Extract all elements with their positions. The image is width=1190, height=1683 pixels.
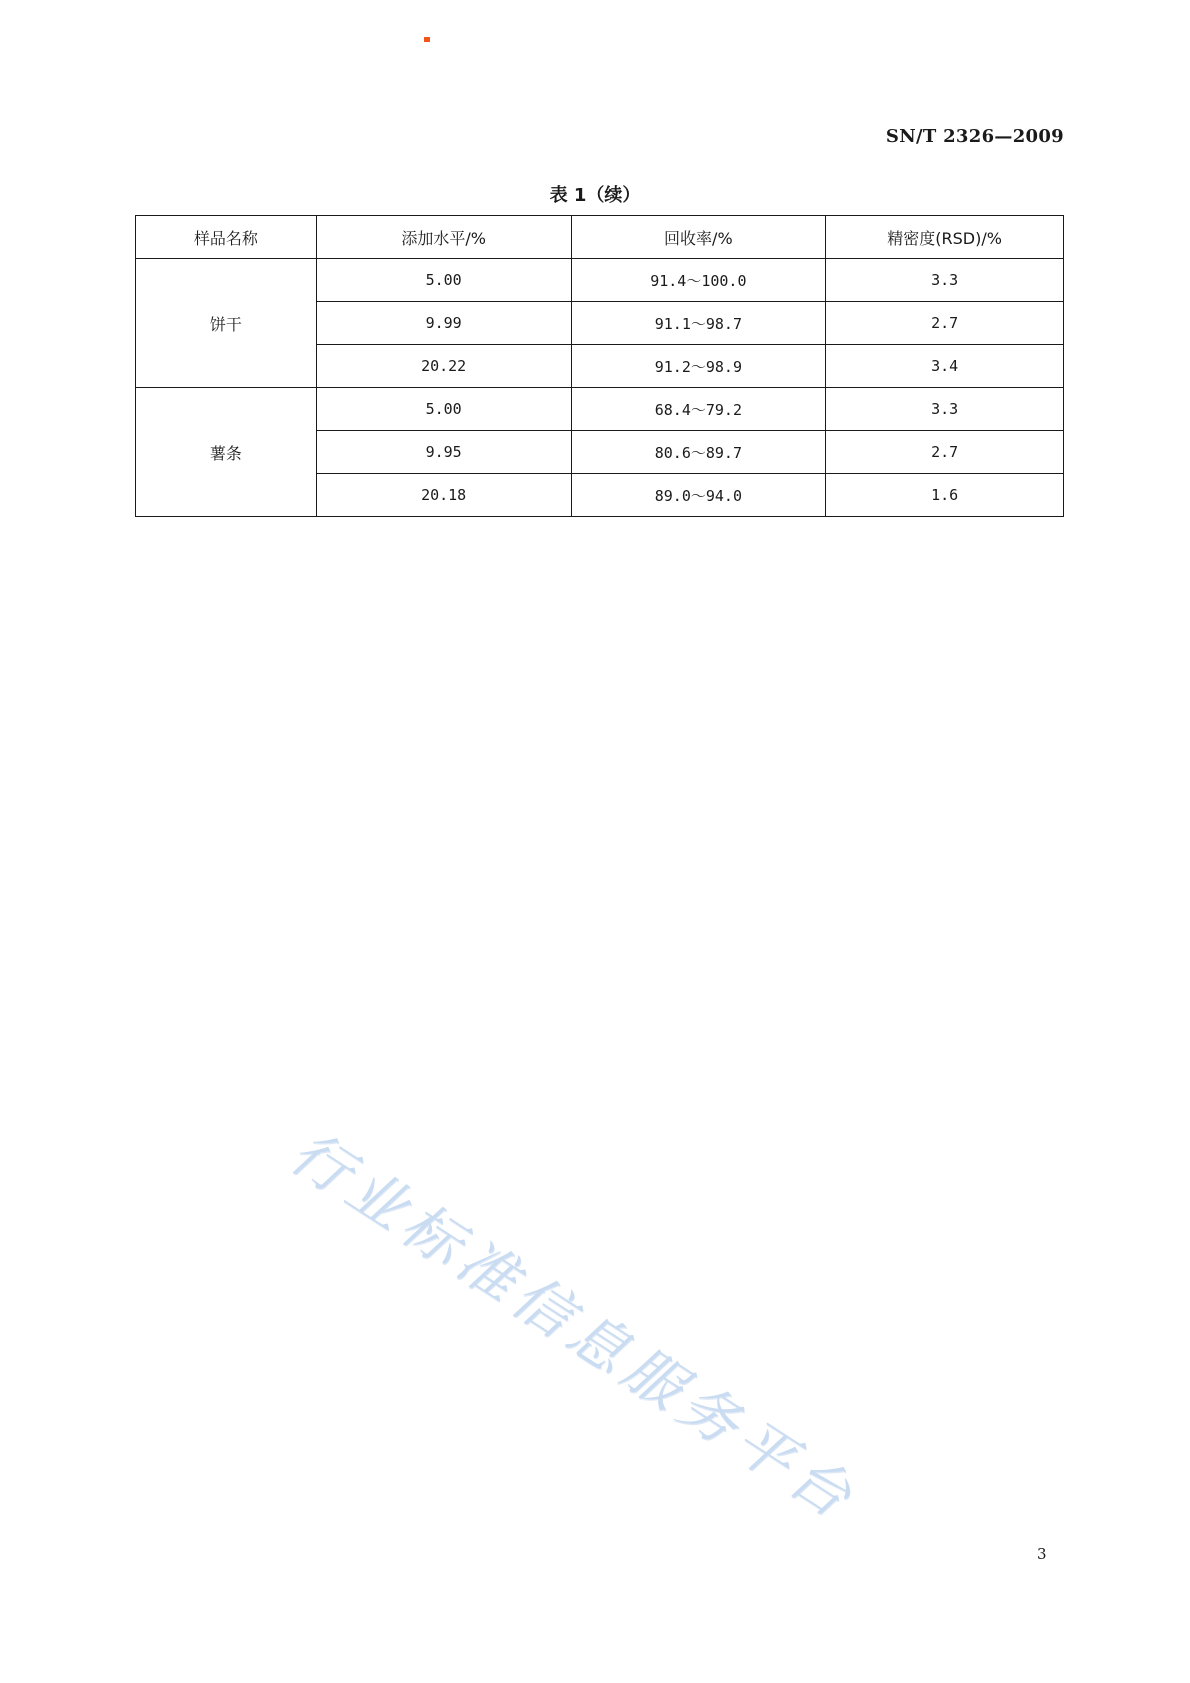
spike-level-cell: 9.99 [316, 302, 571, 345]
recovery-cell: 89.0～94.0 [571, 474, 826, 517]
column-header-sample: 样品名称 [136, 216, 317, 259]
spike-level-cell: 20.18 [316, 474, 571, 517]
column-header-spike-level: 添加水平/% [316, 216, 571, 259]
spike-level-cell: 5.00 [316, 388, 571, 431]
recovery-cell: 91.2～98.9 [571, 345, 826, 388]
table-row [136, 259, 1064, 302]
table-caption: 表 1（续） [549, 185, 641, 206]
sample-name-cell: 饼干 [136, 259, 317, 388]
recovery-cell: 80.6～89.7 [571, 431, 826, 474]
column-header-recovery: 回收率/% [571, 216, 826, 259]
spike-level-cell: 5.00 [316, 259, 571, 302]
standard-number: SN/T 2326—2009 [885, 126, 1064, 147]
table-row [136, 388, 1064, 431]
precision-cell: 2.7 [826, 302, 1064, 345]
orange-mark [424, 37, 430, 42]
table-header-row [136, 216, 1064, 259]
spike-level-cell: 20.22 [316, 345, 571, 388]
precision-cell: 3.3 [826, 259, 1064, 302]
precision-cell: 3.4 [826, 345, 1064, 388]
precision-cell: 1.6 [826, 474, 1064, 517]
column-header-precision: 精密度(RSD)/% [826, 216, 1064, 259]
recovery-cell: 91.4～100.0 [571, 259, 826, 302]
spike-level-cell: 9.95 [316, 431, 571, 474]
results-table [135, 215, 1064, 517]
recovery-cell: 68.4～79.2 [571, 388, 826, 431]
sample-name-cell: 薯条 [136, 388, 317, 517]
recovery-cell: 91.1～98.7 [571, 302, 826, 345]
precision-cell: 3.3 [826, 388, 1064, 431]
watermark: 行业标准信息服务平台 [278, 1117, 870, 1535]
precision-cell: 2.7 [826, 431, 1064, 474]
page-number: 3 [1037, 1545, 1047, 1563]
